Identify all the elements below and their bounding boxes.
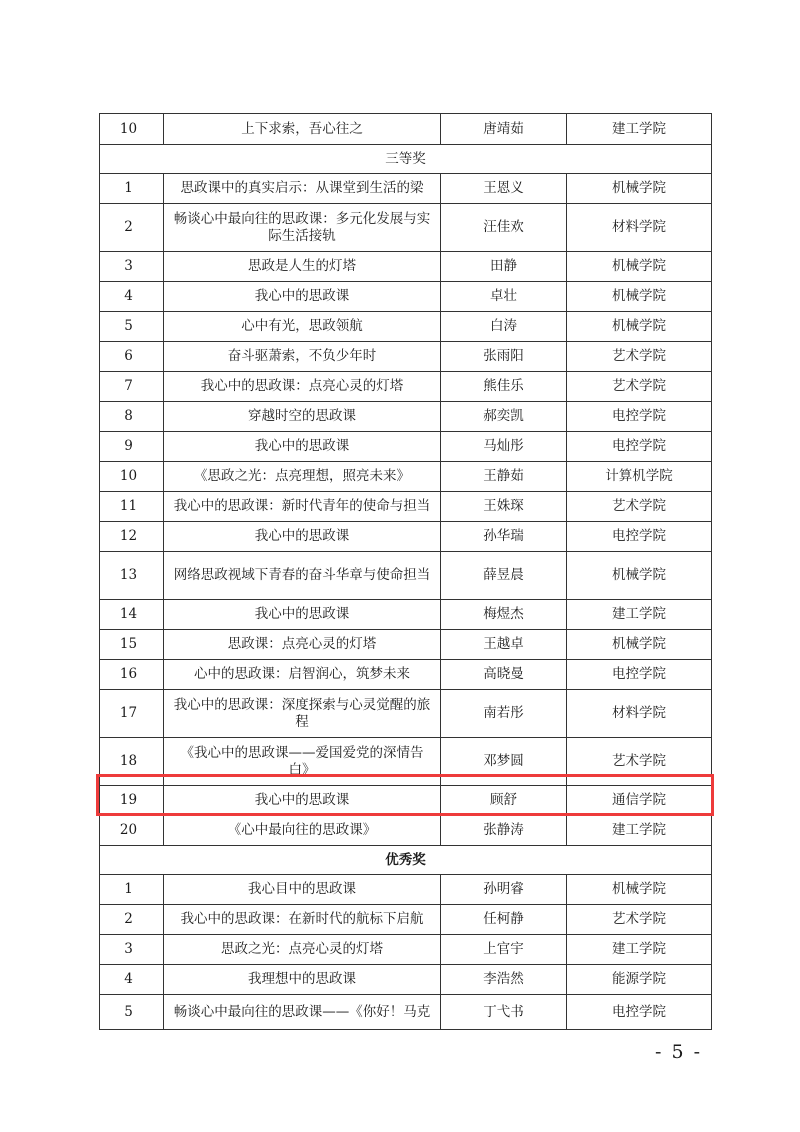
entry-author: 邓梦圆 <box>441 738 567 786</box>
table-row <box>100 875 712 905</box>
entry-author: 南若彤 <box>441 690 567 738</box>
table-row <box>100 342 712 372</box>
awards-table-body <box>100 114 712 1030</box>
table-row <box>100 552 712 600</box>
entry-author: 田静 <box>441 252 567 282</box>
entry-number: 11 <box>100 492 164 522</box>
table-row <box>100 600 712 630</box>
entry-author: 任柯静 <box>441 905 567 935</box>
entry-number: 5 <box>100 312 164 342</box>
entry-title: 网络思政视域下青春的奋斗华章与使命担当 <box>164 552 441 600</box>
entry-number: 3 <box>100 935 164 965</box>
entry-number: 3 <box>100 252 164 282</box>
entry-author: 白涛 <box>441 312 567 342</box>
entry-author: 王越卓 <box>441 630 567 660</box>
table-row <box>100 905 712 935</box>
table-row <box>100 252 712 282</box>
entry-number: 4 <box>100 965 164 995</box>
table-row <box>100 965 712 995</box>
entry-number: 8 <box>100 402 164 432</box>
entry-college: 建工学院 <box>567 935 712 965</box>
entry-author: 王姝琛 <box>441 492 567 522</box>
entry-title: 我心中的思政课 <box>164 600 441 630</box>
entry-college: 艺术学院 <box>567 492 712 522</box>
entry-number: 15 <box>100 630 164 660</box>
entry-number: 20 <box>100 816 164 846</box>
entry-number: 9 <box>100 432 164 462</box>
entry-college: 能源学院 <box>567 965 712 995</box>
entry-title: 奋斗驱萧索，不负少年时 <box>164 342 441 372</box>
section-header-row <box>100 145 712 174</box>
table-row <box>100 660 712 690</box>
entry-title: 心中的思政课：启智润心，筑梦未来 <box>164 660 441 690</box>
entry-title: 畅谈心中最向往的思政课：多元化发展与实际生活接轨 <box>164 204 441 252</box>
entry-title: 我理想中的思政课 <box>164 965 441 995</box>
entry-number: 6 <box>100 342 164 372</box>
table-row <box>100 204 712 252</box>
entry-title: 《我心中的思政课——爱国爱党的深情告白》 <box>164 738 441 786</box>
table-row <box>100 786 712 816</box>
entry-title: 我心中的思政课：新时代青年的使命与担当 <box>164 492 441 522</box>
entry-title: 心中有光，思政领航 <box>164 312 441 342</box>
entry-college: 机械学院 <box>567 174 712 204</box>
entry-title: 上下求索，吾心往之 <box>164 114 441 145</box>
entry-title: 我心中的思政课 <box>164 786 441 816</box>
entry-number: 13 <box>100 552 164 600</box>
entry-college: 艺术学院 <box>567 738 712 786</box>
entry-college: 艺术学院 <box>567 905 712 935</box>
entry-number: 19 <box>100 786 164 816</box>
entry-title: 我心中的思政课 <box>164 522 441 552</box>
table-row <box>100 935 712 965</box>
entry-author: 李浩然 <box>441 965 567 995</box>
entry-title: 《心中最向往的思政课》 <box>164 816 441 846</box>
entry-number: 2 <box>100 905 164 935</box>
entry-title: 畅谈心中最向往的思政课——《你好！马克 <box>164 995 441 1030</box>
entry-college: 电控学院 <box>567 432 712 462</box>
entry-title: 我心目中的思政课 <box>164 875 441 905</box>
entry-title: 我心中的思政课 <box>164 282 441 312</box>
entry-title: 我心中的思政课：深度探索与心灵觉醒的旅程 <box>164 690 441 738</box>
entry-title: 思政是人生的灯塔 <box>164 252 441 282</box>
entry-number: 1 <box>100 174 164 204</box>
entry-author: 孙明睿 <box>441 875 567 905</box>
entry-author: 顾舒 <box>441 786 567 816</box>
entry-college: 机械学院 <box>567 630 712 660</box>
table-row <box>100 174 712 204</box>
table-row <box>100 522 712 552</box>
entry-title: 我心中的思政课 <box>164 432 441 462</box>
entry-author: 汪佳欢 <box>441 204 567 252</box>
entry-author: 王静茹 <box>441 462 567 492</box>
entry-author: 孙华瑞 <box>441 522 567 552</box>
table-row <box>100 995 712 1030</box>
entry-number: 10 <box>100 114 164 145</box>
section-title: 三等奖 <box>100 145 712 174</box>
entry-college: 机械学院 <box>567 252 712 282</box>
entry-college: 计算机学院 <box>567 462 712 492</box>
entry-college: 艺术学院 <box>567 342 712 372</box>
entry-college: 电控学院 <box>567 402 712 432</box>
entry-college: 艺术学院 <box>567 372 712 402</box>
table-row <box>100 462 712 492</box>
page-number: - 5 - <box>655 1041 703 1063</box>
entry-author: 马灿彤 <box>441 432 567 462</box>
entry-number: 17 <box>100 690 164 738</box>
section-title: 优秀奖 <box>100 846 712 875</box>
table-row <box>100 630 712 660</box>
table-row <box>100 738 712 786</box>
table-row <box>100 690 712 738</box>
entry-college: 建工学院 <box>567 114 712 145</box>
entry-college: 机械学院 <box>567 875 712 905</box>
entry-number: 4 <box>100 282 164 312</box>
entry-college: 建工学院 <box>567 816 712 846</box>
table-row <box>100 432 712 462</box>
entry-number: 7 <box>100 372 164 402</box>
entry-title: 我心中的思政课：点亮心灵的灯塔 <box>164 372 441 402</box>
table-row <box>100 816 712 846</box>
table-row <box>100 402 712 432</box>
awards-table <box>99 113 712 1030</box>
entry-author: 梅煜杰 <box>441 600 567 630</box>
entry-college: 机械学院 <box>567 552 712 600</box>
entry-author: 熊佳乐 <box>441 372 567 402</box>
entry-college: 机械学院 <box>567 282 712 312</box>
entry-college: 电控学院 <box>567 660 712 690</box>
entry-title: 穿越时空的思政课 <box>164 402 441 432</box>
table-row <box>100 492 712 522</box>
entry-college: 建工学院 <box>567 600 712 630</box>
entry-author: 张静涛 <box>441 816 567 846</box>
entry-number: 10 <box>100 462 164 492</box>
entry-author: 高晓曼 <box>441 660 567 690</box>
table-row <box>100 114 712 145</box>
entry-author: 丁弋书 <box>441 995 567 1030</box>
entry-title: 《思政之光：点亮理想，照亮未来》 <box>164 462 441 492</box>
entry-college: 电控学院 <box>567 522 712 552</box>
entry-author: 薛昱晨 <box>441 552 567 600</box>
entry-title: 思政课中的真实启示：从课堂到生活的梁 <box>164 174 441 204</box>
entry-number: 18 <box>100 738 164 786</box>
entry-college: 材料学院 <box>567 204 712 252</box>
section-header-row <box>100 846 712 875</box>
entry-author: 王恩义 <box>441 174 567 204</box>
entry-title: 思政课：点亮心灵的灯塔 <box>164 630 441 660</box>
entry-author: 张雨阳 <box>441 342 567 372</box>
entry-author: 唐靖茹 <box>441 114 567 145</box>
entry-title: 思政之光：点亮心灵的灯塔 <box>164 935 441 965</box>
entry-college: 通信学院 <box>567 786 712 816</box>
entry-college: 机械学院 <box>567 312 712 342</box>
entry-number: 16 <box>100 660 164 690</box>
table-row <box>100 282 712 312</box>
entry-title: 我心中的思政课：在新时代的航标下启航 <box>164 905 441 935</box>
entry-college: 电控学院 <box>567 995 712 1030</box>
entry-number: 5 <box>100 995 164 1030</box>
entry-number: 12 <box>100 522 164 552</box>
entry-author: 郝奕凯 <box>441 402 567 432</box>
entry-number: 1 <box>100 875 164 905</box>
entry-college: 材料学院 <box>567 690 712 738</box>
table-row <box>100 312 712 342</box>
table-row <box>100 372 712 402</box>
entry-author: 卓壮 <box>441 282 567 312</box>
entry-number: 14 <box>100 600 164 630</box>
entry-number: 2 <box>100 204 164 252</box>
entry-author: 上官宇 <box>441 935 567 965</box>
